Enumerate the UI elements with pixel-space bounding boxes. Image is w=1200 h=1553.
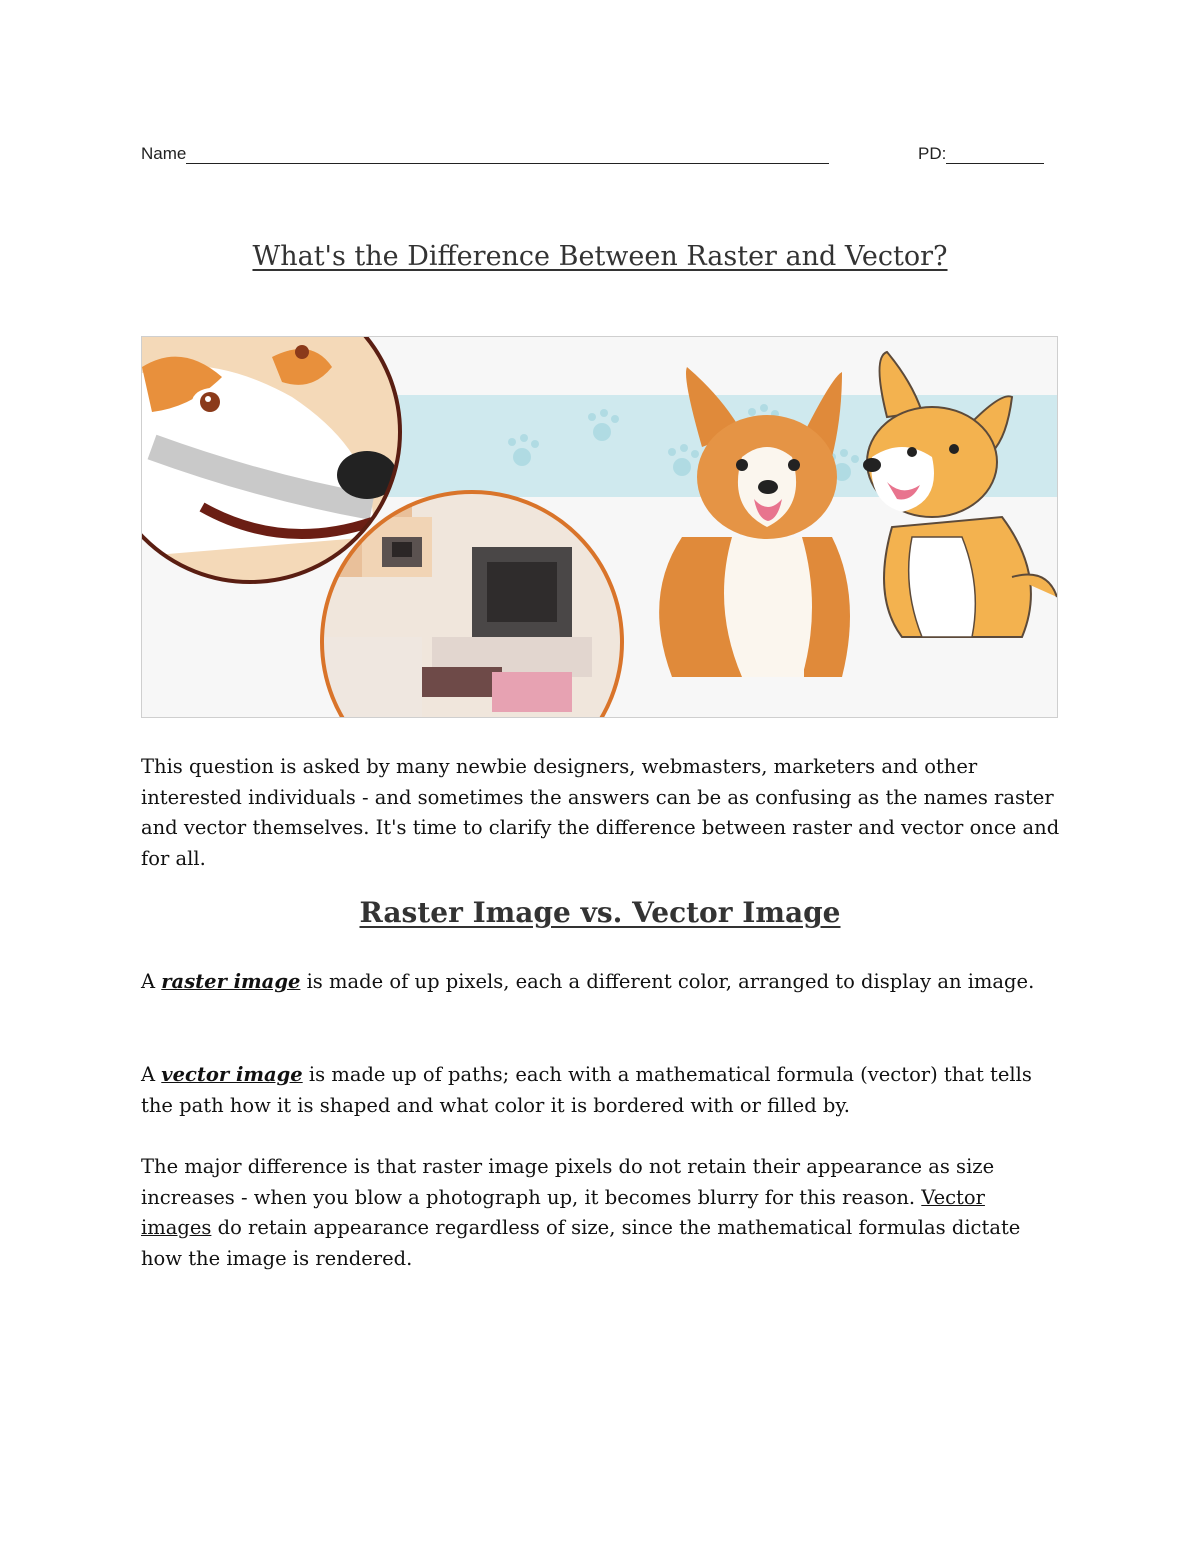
corgi-illustration <box>142 337 1058 718</box>
section-heading: Raster Image vs. Vector Image <box>359 896 841 929</box>
name-blank-line[interactable] <box>186 146 829 164</box>
pd-blank-line[interactable] <box>946 146 1044 164</box>
corgi-banner-image <box>141 336 1058 718</box>
vector-images-underlined: Vector images <box>141 1185 985 1239</box>
vector-definition: A vector image is made up of paths; each with a mathematical formula (vector) that tells the path how it is shaped and what color it is bordered with or filled by. <box>141 1063 1032 1117</box>
pd-label: PD: <box>918 144 947 163</box>
raster-definition: A raster image is made of up pixels, each a different color, arranged to display an image. <box>141 970 1035 993</box>
intro-paragraph: This question is asked by many newbie designers, webmasters, marketers and other interested individuals - and sometimes the answers can be as confusing as the names raster and vector themselves. It's time to clarify the difference between raster and vector once and for all. <box>141 755 1060 870</box>
page-title: What's the Difference Between Raster and Vector? <box>252 241 948 272</box>
name-label: Name <box>141 144 187 163</box>
raster-term: raster image <box>161 970 301 993</box>
period-field[interactable] <box>918 144 1044 164</box>
difference-paragraph: The major difference is that raster image pixels do not retain their appearance as size increases - when you blow a photograph up, it becomes blurry for this reason. Vector images do retain appearance regardless of size, since the mathematical formulas dictate how the image is rendered. <box>141 1155 1021 1270</box>
name-field[interactable] <box>141 144 829 164</box>
vector-term: vector image <box>161 1063 303 1086</box>
